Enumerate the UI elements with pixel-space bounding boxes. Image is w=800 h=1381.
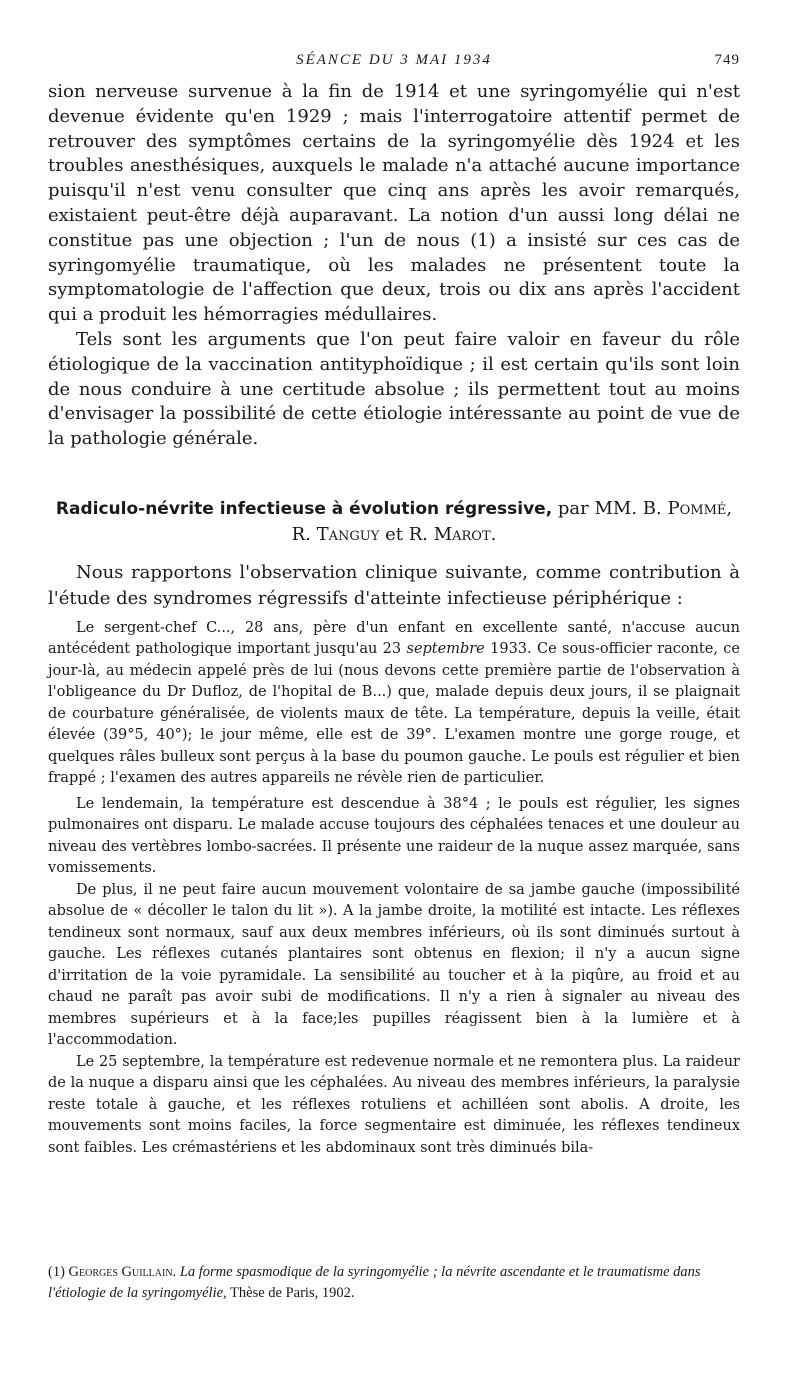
paragraph: Le 25 septembre, la température est redevenue normale et ne remontera plus. La raideur de la nuque a disparu ainsi que les céphalées. Au niveau des membres inférieurs, la paralysie reste totale à gauche, et les réflexes rotuliens et achilléen sont abolis. A droite, les mouvements sont moins faciles, la force segmentaire est diminuée, les réflexes tendineux sont faibles. Les crémastériens et les abdominaux sont très diminués bila- [48,1053,740,1156]
text-run: 1933. Ce sous-officier raconte, ce jour-là, au médecin appelé près de lui (nous devons cette première partie de l'observation à l'obligeance du Dr Dufloz, de l'hopital de B...) que, malade depuis deux jours, il se plaignait de courbature généralisée, de violents maux de tête. La température, depuis la veille, était élevée (39°5, 40°); le jour même, elle est de 39°. L'examen montre une gorge rouge, et quelques râles bulleux sont perçus à la base du poumon gauche. Le pouls est régulier et bien frappé ; l'examen des autres appareils ne révèle rien de particulier. [48,641,740,787]
author-name: R. Tanguy [291,523,380,545]
footnote-mark: (1) [48,1264,65,1280]
previous-article-ending [48,80,740,452]
footnote-title: La forme spasmodique de la syringomyélie ; la névrite ascendante et le traumatisme dans l'étiologie de la syringomyélie, [48,1264,701,1301]
authors-conjunction: et [385,523,403,545]
date-italic: septembre [406,641,485,658]
paragraph: Le lendemain, la température est descendue à 38°4 ; le pouls est régulier, les signes pulmonaires ont disparu. Le malade accuse toujours des céphalées tenaces et une douleur au niveau des vertèbres lombo-sacrées. Il présente une raideur de la nuque assez marquée, sans vomissements. [48,795,740,877]
page-number: 749 [714,52,740,68]
running-head-title: SÉANCE DU 3 MAI 1934 [296,52,492,68]
paragraph: Tels sont les arguments que l'on peut faire valoir en faveur du rôle étiologique de la vaccination antityphoïdique ; il est certain qu'ils sont loin de nous conduire à une certitude absolue ; ils permettent tout au moins d'envisager la possibilité de cette étiologie intéressante au point de vue de la pathologie générale. [48,328,740,450]
footnote-author: Georges Guillain. [68,1264,177,1280]
article-heading [48,496,740,548]
article-title: Radiculo-névrite infectieuse à évolution régressive, [55,498,553,519]
footnote [48,1262,740,1304]
text-run: Le sergent-chef C..., 28 ans, père d'un enfant en excellente santé, n'accuse aucun antécédent pathologique important jusqu'au 23 [48,619,740,658]
footnote-source: Thèse de Paris, 1902. [230,1285,355,1301]
article-lead: Nous rapportons l'observation clinique suivante, comme contribution à l'étude des syndromes régressifs d'atteinte infectieuse périphérique : [48,561,740,609]
paragraph [48,618,740,790]
author-name: Pommé, [667,497,733,519]
case-report [48,618,740,1160]
author-name: R. Marot. [408,523,497,545]
paragraph: De plus, il ne peut faire aucun mouvement volontaire de sa jambe gauche (impossibilité absolue de « décoller le talon du lit »). A la jambe droite, la motilité est intacte. Les réflexes tendineux sont normaux, sauf aux deux membres inférieurs, où ils sont diminués surtout à gauche. Les réflexes cutanés plantaires sont obtenus en flexion; il n'y a aucun signe d'irritation de la voie pyramidale. La sensibilité au toucher et à la piqûre, au froid et au chaud ne paraît pas avoir subi de modifications. Il n'y a rien à signaler au niveau des membres supérieurs et à la face;les pupilles réagissent bien à la lumière et à l'accommodation. [48,881,740,1049]
running-head [48,52,740,80]
paragraph: sion nerveuse survenue à la fin de 1914 et une syringomyélie qui n'est devenue évidente qu'en 1929 ; mais l'interrogatoire attentif permet de retrouver des symptômes certains de la syringomyélie dès 1924 et les troubles anesthésiques, auxquels le malade n'a attaché aucune importance puisqu'il n'est venu consulter que cinq ans après les avoir remarqués, existaient peut-être déjà auparavant. La notion d'un aussi long délai ne constitue pas une objection ; l'un de nous (1) a insisté sur ces cas de syringomyélie traumatique, où les malades ne présentent toute la symptomatologie de l'affection que deux, trois ou dix ans après l'accident qui a produit les hémorragies médullaires. [48,81,740,326]
authors-prefix: par MM. B. [557,497,662,519]
